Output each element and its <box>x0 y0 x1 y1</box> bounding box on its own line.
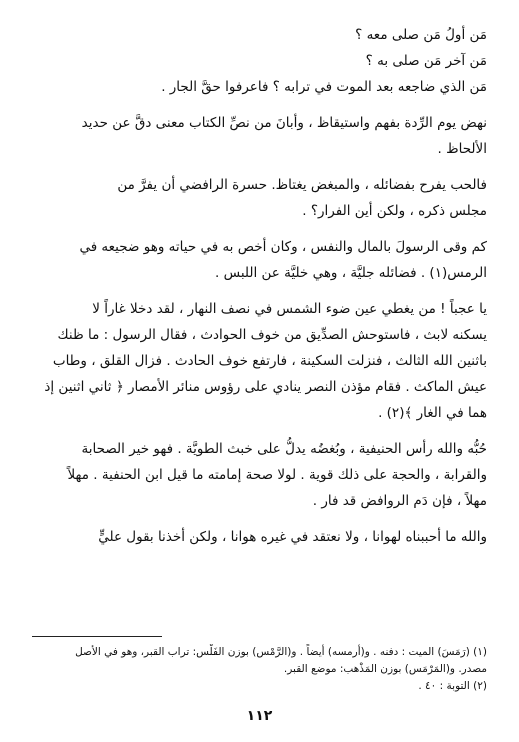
text-line: هما في الغار ﴾(٢) . <box>378 405 487 421</box>
text-line: باثنين الله الثالث ، فنزلت السكينة ، فارتفع خوف الحادث . فزال القلق ، وطاب <box>52 353 487 369</box>
text-line: الرمس(١) . فضائله جليَّة ، وهي خليَّة عن اللبس . <box>215 265 487 281</box>
text-line: يا عجباً ! من يغطي عين ضوء الشمس في نصف النهار ، لقد دخلا غاراً لا <box>92 301 487 317</box>
text-line: والله ما أحببناه لهوانا ، ولا نعتقد في غيره هوانا ، ولكن أخذنا بقول عليٍّ <box>98 529 487 545</box>
text-line: مهلاً ، فإن دَم الروافض قد فار . <box>312 493 487 509</box>
text-line: مَن أولُ مَن صلى معه ؟ <box>355 27 487 43</box>
text-line: مَن آخر مَن صلى به ؟ <box>365 53 487 69</box>
text-line: عيش الماكث . فقام مؤذن النصر ينادي على رؤوس منائر الأمصار ﴿ ثاني اثنين إذ <box>44 379 487 395</box>
text-line: كم وقى الرسولَ بالمال والنفس ، وكان أخص به في حياته وهو ضجيعه في <box>79 239 487 255</box>
footnote-line: (١) (رَمَسَ) الميت : دفنه . و(أرمسه) أيضاً . و(الرَّمْس) بوزن الفَلْس: تراب القبر، وهو في الأصل <box>75 646 487 658</box>
text-line: نهض يوم الرِّدة بفهم واستيقاظ ، وأبانَ من نصِّ الكتاب معنى دقَّ عن حديد <box>81 115 487 131</box>
page-number: ١١٢ <box>246 708 273 724</box>
text-line: حُبُّه والله رأس الحنيفية ، وبُغضُه يدلُّ على خبث الطويَّة . فهو خير الصحابة <box>81 441 487 457</box>
text-line: والقرابة ، والحجة على ذلك قوية . لولا صحة إمامته ما قيل ابن الحنفية . مهلاً <box>67 467 487 483</box>
text-line: مجلس ذكره ، ولكن أين الفرار؟ . <box>302 203 487 219</box>
footnote-separator <box>32 636 162 637</box>
text-line: مَن الذي ضاجعه بعد الموت في ترابه ؟ فاعرفوا حقَّ الجار . <box>161 79 487 95</box>
text-line: يسكنه لابث ، فاستوحش الصدِّيق من خوف الحوادث ، فقال الرسول : ما ظنك <box>57 327 487 343</box>
footnote-line: مصدر. و(المَرْمَس) بوزن المَذْهب: موضع القبر. <box>283 663 487 675</box>
footnote-line: (٢) التوبة : ٤٠ . <box>418 680 487 692</box>
text-line: الألحاظ . <box>437 141 487 157</box>
text-line: فالحب يفرح بفضائله ، والمبغض يغتاظ. حسرة الرافضي أن يفرَّ من <box>117 177 487 193</box>
